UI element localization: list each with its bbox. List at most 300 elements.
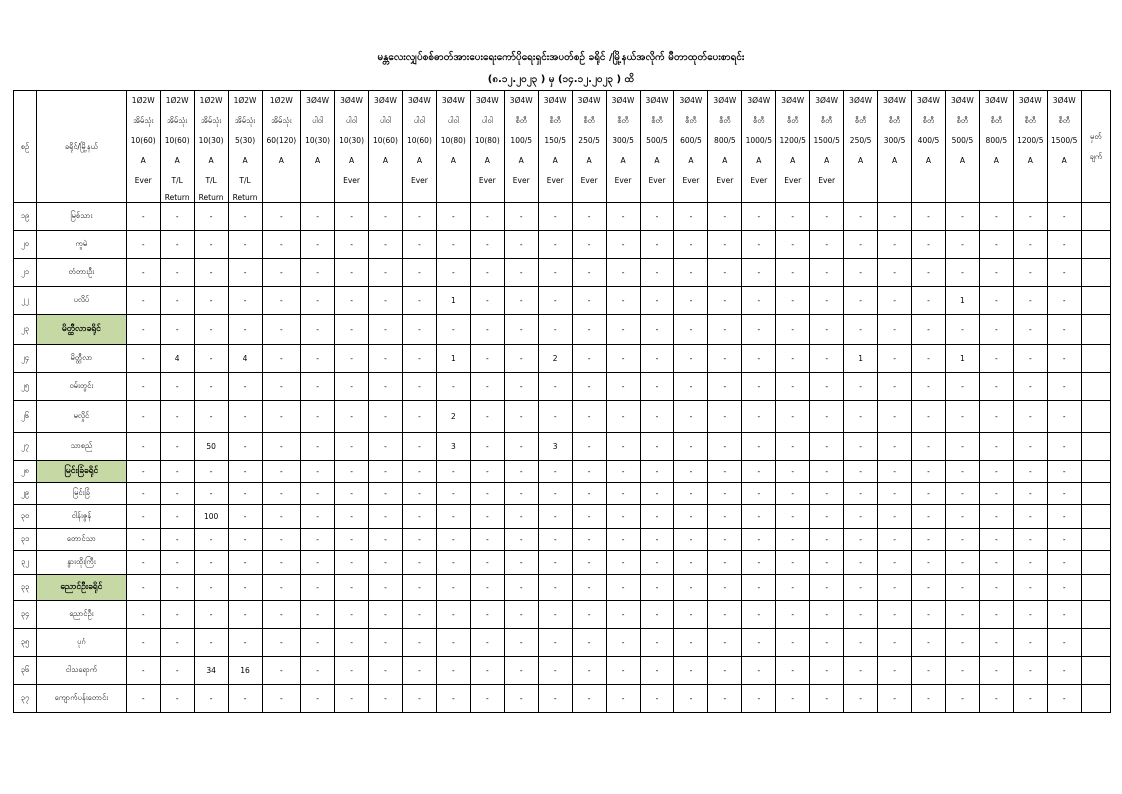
value-cell: - bbox=[708, 505, 742, 529]
header-line bbox=[437, 171, 470, 191]
value-cell: - bbox=[640, 483, 674, 505]
value-cell: - bbox=[640, 551, 674, 575]
header-line: 10(30) bbox=[339, 136, 365, 145]
header-line: Ever bbox=[580, 176, 598, 185]
value-cell: - bbox=[402, 551, 436, 575]
value-cell: - bbox=[470, 629, 504, 657]
value-cell: - bbox=[194, 529, 228, 551]
value-cell: - bbox=[369, 461, 403, 483]
value-cell: - bbox=[810, 685, 844, 713]
value-cell: - bbox=[504, 433, 538, 461]
value-cell: - bbox=[979, 345, 1013, 373]
header-line: 3Ø4W bbox=[306, 96, 330, 105]
value-cell: - bbox=[262, 259, 301, 287]
value-cell: - bbox=[674, 203, 708, 231]
value-cell: - bbox=[878, 401, 912, 433]
value-cell: - bbox=[301, 373, 335, 401]
value-cell: - bbox=[572, 685, 606, 713]
remark-cell bbox=[1081, 231, 1110, 259]
header-col-24 bbox=[945, 91, 979, 203]
row-sn: ၂၉ bbox=[14, 483, 37, 505]
header-line: 100/5 bbox=[510, 136, 533, 145]
value-cell: - bbox=[674, 685, 708, 713]
value-cell: - bbox=[402, 315, 436, 345]
header-line: 10(60) bbox=[130, 136, 156, 145]
value-cell: 2 bbox=[436, 401, 470, 433]
value-cell: - bbox=[945, 433, 979, 461]
value-cell: - bbox=[369, 287, 403, 315]
value-cell: - bbox=[436, 483, 470, 505]
value-cell: - bbox=[126, 373, 160, 401]
value-cell: - bbox=[335, 259, 369, 287]
value-cell: - bbox=[335, 483, 369, 505]
value-cell: - bbox=[844, 529, 878, 551]
header-line: ပါဝါ bbox=[346, 116, 358, 125]
value-cell: - bbox=[572, 601, 606, 629]
value-cell: - bbox=[912, 433, 946, 461]
header-line: A bbox=[756, 156, 762, 165]
header-line: စီတီ bbox=[888, 116, 901, 125]
header-line bbox=[980, 171, 1013, 191]
value-cell: - bbox=[301, 231, 335, 259]
header-line: Ever bbox=[648, 176, 666, 185]
value-cell: 3 bbox=[538, 433, 572, 461]
value-cell: - bbox=[504, 287, 538, 315]
value-cell: - bbox=[504, 657, 538, 685]
value-cell: - bbox=[606, 505, 640, 529]
header-col-15 bbox=[640, 91, 674, 203]
header-line bbox=[844, 191, 877, 202]
header-col-11 bbox=[504, 91, 538, 203]
value-cell: - bbox=[369, 629, 403, 657]
header-line: Ever bbox=[343, 176, 360, 185]
value-cell: - bbox=[262, 203, 301, 231]
header-col-6 bbox=[335, 91, 369, 203]
value-cell: - bbox=[844, 373, 878, 401]
value-cell: - bbox=[504, 231, 538, 259]
value-cell: - bbox=[640, 433, 674, 461]
header-line bbox=[607, 191, 640, 202]
remark-cell bbox=[1081, 505, 1110, 529]
header-col-13 bbox=[572, 91, 606, 203]
value-cell: - bbox=[470, 551, 504, 575]
value-cell: - bbox=[194, 287, 228, 315]
value-cell: - bbox=[335, 401, 369, 433]
header-line: 1Ø2W bbox=[199, 96, 223, 105]
value-cell: - bbox=[572, 433, 606, 461]
value-cell: - bbox=[708, 401, 742, 433]
value-cell: - bbox=[844, 575, 878, 601]
value-cell: - bbox=[262, 575, 301, 601]
value-cell: - bbox=[301, 259, 335, 287]
value-cell: - bbox=[301, 483, 335, 505]
value-cell: - bbox=[335, 345, 369, 373]
value-cell: - bbox=[538, 315, 572, 345]
value-cell: - bbox=[844, 505, 878, 529]
remark-cell bbox=[1081, 461, 1110, 483]
value-cell: - bbox=[640, 345, 674, 373]
value-cell: - bbox=[708, 551, 742, 575]
header-line: A bbox=[1027, 156, 1033, 165]
value-cell: - bbox=[708, 203, 742, 231]
value-cell: - bbox=[160, 433, 194, 461]
township-name: ပုဂံ bbox=[36, 629, 126, 657]
header-line bbox=[403, 191, 436, 202]
header-line: A bbox=[790, 156, 796, 165]
value-cell: - bbox=[369, 601, 403, 629]
township-row bbox=[14, 231, 1111, 259]
header-line: 3Ø4W bbox=[407, 96, 431, 105]
value-cell: - bbox=[194, 401, 228, 433]
header-line: A bbox=[315, 156, 321, 165]
value-cell: - bbox=[335, 629, 369, 657]
header-line: ပါဝါ bbox=[413, 116, 425, 125]
value-cell: - bbox=[1013, 551, 1047, 575]
value-cell: - bbox=[776, 401, 810, 433]
header-line: 3Ø4W bbox=[917, 96, 940, 105]
value-cell: - bbox=[504, 629, 538, 657]
value-cell: - bbox=[572, 287, 606, 315]
value-cell: - bbox=[301, 629, 335, 657]
value-cell: - bbox=[640, 505, 674, 529]
value-cell: - bbox=[470, 601, 504, 629]
header-sn-label: စဉ် bbox=[20, 141, 30, 151]
value-cell: - bbox=[674, 505, 708, 529]
value-cell: - bbox=[912, 401, 946, 433]
value-cell: - bbox=[640, 315, 674, 345]
value-cell: - bbox=[402, 629, 436, 657]
remark-cell bbox=[1081, 373, 1110, 401]
header-line bbox=[263, 171, 301, 191]
value-cell: - bbox=[160, 461, 194, 483]
township-row bbox=[14, 433, 1111, 461]
value-cell: - bbox=[606, 529, 640, 551]
row-sn: ၃၂ bbox=[14, 551, 37, 575]
value-cell: - bbox=[335, 529, 369, 551]
value-cell: - bbox=[470, 373, 504, 401]
report-date-range: (၈.၁၂.၂၀၂၃ ) မှ (၁၄.၁၂.၂၀၂၃ ) ထိ bbox=[487, 74, 635, 85]
value-cell: 1 bbox=[436, 287, 470, 315]
value-cell: - bbox=[776, 433, 810, 461]
value-cell: - bbox=[436, 629, 470, 657]
value-cell: - bbox=[640, 401, 674, 433]
header-line: A bbox=[620, 156, 626, 165]
header-line: 3Ø4W bbox=[543, 96, 567, 105]
header-line: ပါဝါ bbox=[312, 116, 324, 125]
value-cell: - bbox=[742, 483, 776, 505]
value-cell: - bbox=[402, 203, 436, 231]
value-cell: - bbox=[742, 203, 776, 231]
value-cell: - bbox=[844, 231, 878, 259]
value-cell: - bbox=[1013, 401, 1047, 433]
row-sn: ၂၄ bbox=[14, 345, 37, 373]
value-cell: - bbox=[912, 657, 946, 685]
row-sn: ၂၈ bbox=[14, 461, 37, 483]
value-cell: - bbox=[470, 483, 504, 505]
header-remark bbox=[1081, 91, 1110, 203]
value-cell: - bbox=[572, 345, 606, 373]
value-cell: - bbox=[878, 461, 912, 483]
value-cell: - bbox=[504, 259, 538, 287]
value-cell: - bbox=[945, 259, 979, 287]
value-cell: - bbox=[504, 345, 538, 373]
district-name: ညောင်ဦးခရိုင် bbox=[36, 575, 126, 601]
header-line: Return bbox=[164, 193, 190, 202]
value-cell: - bbox=[160, 287, 194, 315]
value-cell: - bbox=[194, 601, 228, 629]
value-cell: - bbox=[470, 461, 504, 483]
value-cell: - bbox=[369, 505, 403, 529]
value-cell: - bbox=[369, 575, 403, 601]
remark-cell bbox=[1081, 483, 1110, 505]
remark-cell bbox=[1081, 657, 1110, 685]
header-line: 1000/5 bbox=[745, 136, 772, 145]
value-cell: - bbox=[402, 345, 436, 373]
header-line: 10(80) bbox=[474, 136, 500, 145]
value-cell: - bbox=[844, 287, 878, 315]
value-cell: - bbox=[470, 287, 504, 315]
remark-cell bbox=[1081, 685, 1110, 713]
value-cell: - bbox=[742, 629, 776, 657]
value-cell: - bbox=[945, 315, 979, 345]
value-cell: - bbox=[160, 529, 194, 551]
value-cell: - bbox=[1047, 505, 1081, 529]
value-cell: 16 bbox=[228, 657, 262, 685]
value-cell: 1 bbox=[436, 345, 470, 373]
header-line: စီတီ bbox=[685, 116, 697, 125]
header-line bbox=[742, 191, 775, 202]
header-line: A bbox=[993, 156, 999, 165]
value-cell: - bbox=[810, 315, 844, 345]
header-name-label: ခရိုင်/မြို့နယ် bbox=[64, 141, 98, 151]
value-cell: - bbox=[262, 529, 301, 551]
value-cell: - bbox=[1047, 373, 1081, 401]
value-cell: - bbox=[572, 259, 606, 287]
header-line: 10(30) bbox=[305, 136, 331, 145]
value-cell: - bbox=[160, 575, 194, 601]
header-remark-line: မှတ် bbox=[1090, 131, 1102, 141]
header-line bbox=[1048, 191, 1081, 202]
value-cell: - bbox=[572, 575, 606, 601]
value-cell: - bbox=[945, 529, 979, 551]
value-cell: - bbox=[369, 657, 403, 685]
value-cell: - bbox=[878, 373, 912, 401]
value-cell: - bbox=[262, 483, 301, 505]
value-cell: - bbox=[369, 483, 403, 505]
value-cell: - bbox=[912, 315, 946, 345]
value-cell: - bbox=[606, 461, 640, 483]
value-cell: - bbox=[194, 373, 228, 401]
value-cell: - bbox=[776, 231, 810, 259]
value-cell: - bbox=[1047, 203, 1081, 231]
value-cell: - bbox=[674, 657, 708, 685]
row-sn: ၂၅ bbox=[14, 373, 37, 401]
value-cell: - bbox=[335, 315, 369, 345]
header-line: A bbox=[208, 156, 214, 165]
value-cell: - bbox=[402, 259, 436, 287]
value-cell: - bbox=[504, 203, 538, 231]
remark-cell bbox=[1081, 203, 1110, 231]
value-cell: - bbox=[470, 505, 504, 529]
township-row bbox=[14, 601, 1111, 629]
value-cell: - bbox=[878, 203, 912, 231]
value-cell: - bbox=[1047, 461, 1081, 483]
value-cell: - bbox=[776, 373, 810, 401]
header-line bbox=[335, 191, 368, 202]
value-cell: - bbox=[1047, 551, 1081, 575]
value-cell: - bbox=[1047, 575, 1081, 601]
value-cell: - bbox=[335, 203, 369, 231]
value-cell: - bbox=[572, 373, 606, 401]
header-col-17 bbox=[708, 91, 742, 203]
value-cell: - bbox=[538, 657, 572, 685]
value-cell: - bbox=[912, 505, 946, 529]
value-cell: - bbox=[504, 315, 538, 345]
header-line: 3Ø4W bbox=[441, 96, 465, 105]
value-cell: - bbox=[194, 345, 228, 373]
value-cell: - bbox=[708, 461, 742, 483]
value-cell: - bbox=[262, 287, 301, 315]
value-cell: - bbox=[844, 601, 878, 629]
value-cell: - bbox=[301, 529, 335, 551]
value-cell: - bbox=[436, 575, 470, 601]
value-cell: - bbox=[878, 551, 912, 575]
header-line bbox=[1014, 191, 1047, 202]
header-line: Ever bbox=[134, 176, 152, 185]
value-cell: - bbox=[844, 433, 878, 461]
value-cell: - bbox=[126, 505, 160, 529]
header-col-4 bbox=[262, 91, 301, 203]
header-col-18 bbox=[742, 91, 776, 203]
value-cell: - bbox=[878, 601, 912, 629]
value-cell: - bbox=[1013, 373, 1047, 401]
value-cell: - bbox=[979, 433, 1013, 461]
header-line bbox=[878, 171, 911, 191]
value-cell: - bbox=[228, 287, 262, 315]
header-line bbox=[301, 171, 334, 191]
header-line: T/L bbox=[171, 176, 183, 185]
value-cell: - bbox=[194, 551, 228, 575]
row-sn: ၃၁ bbox=[14, 529, 37, 551]
value-cell: - bbox=[1013, 575, 1047, 601]
row-sn: ၃၃ bbox=[14, 575, 37, 601]
value-cell: - bbox=[126, 601, 160, 629]
value-cell: - bbox=[262, 373, 301, 401]
value-cell: - bbox=[194, 203, 228, 231]
value-cell: - bbox=[1013, 287, 1047, 315]
header-line bbox=[471, 191, 504, 202]
value-cell: - bbox=[436, 373, 470, 401]
value-cell: - bbox=[572, 483, 606, 505]
value-cell: - bbox=[369, 345, 403, 373]
header-line bbox=[810, 191, 843, 202]
value-cell: - bbox=[369, 373, 403, 401]
header-line: 1Ø2W bbox=[233, 96, 257, 105]
header-line: A bbox=[858, 156, 864, 165]
value-cell: - bbox=[945, 657, 979, 685]
value-cell: - bbox=[369, 315, 403, 345]
header-line: 800/5 bbox=[714, 136, 736, 145]
header-line: 3Ø4W bbox=[1018, 96, 1042, 105]
value-cell: - bbox=[844, 203, 878, 231]
header-line: 150/5 bbox=[544, 136, 566, 145]
value-cell: - bbox=[126, 575, 160, 601]
header-line: အိမ်သုံး bbox=[133, 116, 154, 125]
township-name: မလှိုင် bbox=[36, 401, 126, 433]
value-cell: - bbox=[979, 373, 1013, 401]
value-cell: - bbox=[470, 401, 504, 433]
value-cell: - bbox=[878, 505, 912, 529]
township-row bbox=[14, 203, 1111, 231]
header-line: 60(120) bbox=[266, 136, 297, 145]
header-line: 1200/5 bbox=[779, 136, 806, 145]
value-cell: - bbox=[776, 461, 810, 483]
value-cell: - bbox=[1013, 483, 1047, 505]
value-cell: - bbox=[810, 203, 844, 231]
header-line bbox=[1014, 171, 1047, 191]
township-row bbox=[14, 345, 1111, 373]
value-cell: - bbox=[369, 259, 403, 287]
value-cell: - bbox=[504, 529, 538, 551]
value-cell: - bbox=[945, 231, 979, 259]
row-sn: ၂၂ bbox=[14, 287, 37, 315]
value-cell: - bbox=[470, 203, 504, 231]
value-cell: - bbox=[640, 203, 674, 231]
header-line: 800/5 bbox=[985, 136, 1008, 145]
value-cell: - bbox=[606, 629, 640, 657]
header-line: A bbox=[140, 156, 146, 165]
value-cell: - bbox=[640, 601, 674, 629]
value-cell: - bbox=[335, 601, 369, 629]
header-line bbox=[946, 191, 979, 202]
value-cell: - bbox=[538, 483, 572, 505]
value-cell: - bbox=[810, 551, 844, 575]
township-name: မြင်းခြံ bbox=[36, 483, 126, 505]
value-cell: - bbox=[228, 231, 262, 259]
value-cell: - bbox=[945, 461, 979, 483]
value-cell: - bbox=[878, 575, 912, 601]
value-cell: - bbox=[1047, 601, 1081, 629]
value-cell: - bbox=[1047, 287, 1081, 315]
value-cell: - bbox=[810, 433, 844, 461]
header-line bbox=[573, 191, 606, 202]
value-cell: - bbox=[878, 231, 912, 259]
value-cell: - bbox=[538, 575, 572, 601]
township-row bbox=[14, 629, 1111, 657]
value-cell: - bbox=[335, 433, 369, 461]
header-line: 300/5 bbox=[612, 136, 634, 145]
header-line: 500/5 bbox=[646, 136, 668, 145]
value-cell: - bbox=[640, 575, 674, 601]
value-cell: - bbox=[1013, 461, 1047, 483]
value-cell: - bbox=[776, 551, 810, 575]
value-cell: - bbox=[979, 551, 1013, 575]
header-line: Return bbox=[232, 193, 258, 202]
value-cell: - bbox=[369, 231, 403, 259]
header-line: A bbox=[348, 156, 355, 165]
value-cell: - bbox=[979, 529, 1013, 551]
value-cell: - bbox=[126, 629, 160, 657]
value-cell: - bbox=[470, 433, 504, 461]
value-cell: - bbox=[776, 601, 810, 629]
value-cell: - bbox=[708, 315, 742, 345]
township-row bbox=[14, 483, 1111, 505]
row-sn: ၃၀ bbox=[14, 505, 37, 529]
value-cell: - bbox=[912, 203, 946, 231]
value-cell: - bbox=[572, 505, 606, 529]
value-cell: - bbox=[126, 685, 160, 713]
value-cell: - bbox=[742, 287, 776, 315]
